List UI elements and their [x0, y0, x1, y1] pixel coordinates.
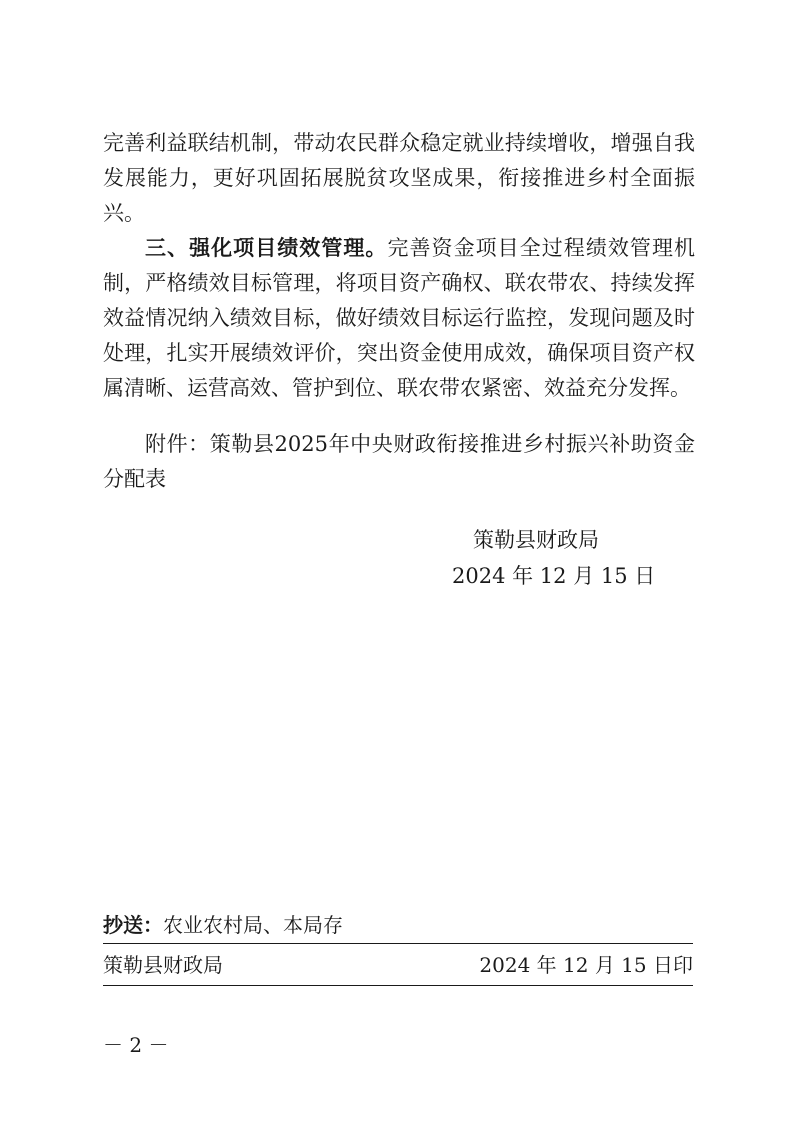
paragraph-1: 完善利益联结机制，带动农民群众稳定就业持续增收，增强自我发展能力，更好巩固拓展脱贫攻坚成果，衔接推进乡村全面振兴。: [103, 131, 695, 225]
attachment-note: 附件：策勒县2025年中央财政衔接推进乡村振兴补助资金分配表: [103, 432, 695, 491]
footer-rule-top: [103, 943, 693, 944]
signature-date: 2024 年 12 月 15 日: [452, 564, 656, 588]
cc-recipients: 农业农村局、本局存: [163, 913, 343, 937]
section-text: 完善资金项目全过程绩效管理机制，严格绩效目标管理，将项目资产确权、联农带农、持续发挥效益情况纳入绩效目标，做好绩效目标运行监控，发现问题及时处理，扎实开展绩效评价，突出资金使用成效，确保项目资产权属清晰、运营高效、管护到位、联农带农紧密、效益充分发挥。: [103, 236, 696, 400]
issuer-name: 策勒县财政局: [103, 953, 223, 977]
document-body: [103, 126, 695, 497]
cc-label: 抄送：: [103, 913, 163, 937]
page-number: － 2 －: [103, 1033, 169, 1057]
footer-rule-bottom: [103, 985, 693, 986]
paragraph-2: [103, 231, 695, 406]
print-date: 2024 年 12 月 15 日印: [479, 953, 693, 977]
signature-organization: 策勒县财政局: [473, 528, 599, 552]
cc-line: [103, 910, 343, 940]
section-heading: 三、强化项目绩效管理。: [145, 236, 388, 260]
signature-block: [440, 522, 660, 594]
